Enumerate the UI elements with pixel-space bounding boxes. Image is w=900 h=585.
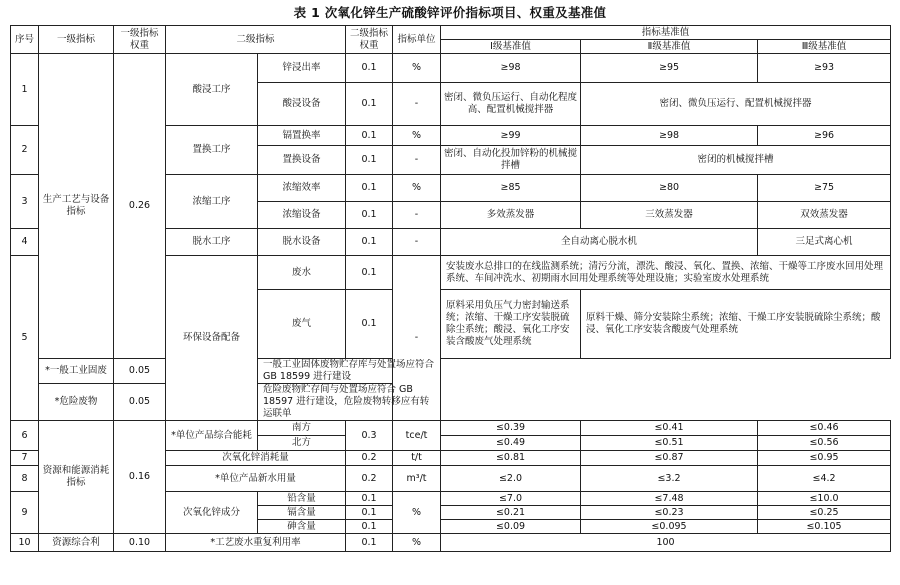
- weight-cell: 0.1: [346, 54, 393, 83]
- unit-cell: %: [393, 534, 441, 552]
- seq-cell: 2: [11, 126, 39, 175]
- header-grade2: Ⅱ级基准值: [581, 40, 758, 54]
- grade3-cell: ≤4.2: [758, 466, 891, 492]
- header-seq: 序号: [11, 26, 39, 54]
- header-grade1: Ⅰ级基准值: [441, 40, 581, 54]
- level1-resource: 资源和能源消耗指标: [39, 421, 114, 534]
- weight-cell: 0.1: [346, 202, 393, 229]
- unit-cell: -: [393, 83, 441, 126]
- weight-cell: 0.2: [346, 451, 393, 466]
- seq-cell: 3: [11, 175, 39, 229]
- indicator-name: 北方: [258, 436, 346, 451]
- grade23-cell: 原料干燥、筛分安装除尘系统；浓缩、干燥工序安装脱硫除尘系统；酸浸、氧化工序安装含酸废气处理系统: [581, 290, 891, 359]
- indicator-table: [10, 25, 891, 552]
- seq-cell: 7: [11, 451, 39, 466]
- weight-cell: 0.1: [346, 126, 393, 146]
- grade2-cell: ≥80: [581, 175, 758, 202]
- unit-cell: -: [393, 146, 441, 175]
- seq-cell: 5: [11, 256, 39, 421]
- header-level1-weight: 一级指标权重: [114, 26, 166, 54]
- table-row: [11, 421, 891, 436]
- header-level2-weight: 二级指标权重: [346, 26, 393, 54]
- unit-cell: -: [393, 256, 441, 421]
- group-cell: 置换工序: [166, 126, 258, 175]
- seq-cell: 8: [11, 466, 39, 492]
- grade3-cell: ≤0.56: [758, 436, 891, 451]
- header-unit: 指标单位: [393, 26, 441, 54]
- grade2-cell: ≤3.2: [581, 466, 758, 492]
- unit-cell: -: [393, 202, 441, 229]
- indicator-name: 置换设备: [258, 146, 346, 175]
- grade1-cell: 原料采用负压气力密封输送系统；浓缩、干燥工序安装脱硫除尘系统；酸浸、氧化工序安装含酸废气处理系统: [441, 290, 581, 359]
- group-cell: 脱水工序: [166, 229, 258, 256]
- grade3-cell: ≤10.0: [758, 492, 891, 506]
- group-cell: 酸浸工序: [166, 54, 258, 126]
- grade1-cell: ≤2.0: [441, 466, 581, 492]
- weight-cell: 0.05: [114, 384, 166, 421]
- weight-cell: 0.1: [346, 256, 393, 290]
- grade3-cell: ≥93: [758, 54, 891, 83]
- level1-reuse: 资源综合利: [39, 534, 114, 552]
- group-cell: 次氧化锌成分: [166, 492, 258, 534]
- seq-cell: 6: [11, 421, 39, 451]
- indicator-name: *一般工业固废: [39, 359, 114, 384]
- level1-process-weight: 0.26: [114, 54, 166, 359]
- grade1-cell: 密闭、自动化投加锌粉的机械搅拌槽: [441, 146, 581, 175]
- seq-cell: 10: [11, 534, 39, 552]
- unit-cell: tce/t: [393, 421, 441, 451]
- grade1-cell: ≤7.0: [441, 492, 581, 506]
- group-cell: 浓缩工序: [166, 175, 258, 229]
- seq-cell: 1: [11, 54, 39, 126]
- weight-cell: 0.1: [346, 520, 393, 534]
- grade1-cell: 密闭、微负压运行、自动化程度高、配置机械搅拌器: [441, 83, 581, 126]
- grade3-cell: ≥96: [758, 126, 891, 146]
- level1-process: 生产工艺与设备指标: [39, 54, 114, 359]
- grade2-cell: ≤0.095: [581, 520, 758, 534]
- grade3-cell: 双效蒸发器: [758, 202, 891, 229]
- grade2-cell: ≤0.51: [581, 436, 758, 451]
- seq-cell: 9: [11, 492, 39, 534]
- indicator-name: 次氧化锌消耗量: [166, 451, 346, 466]
- weight-cell: 0.1: [346, 506, 393, 520]
- unit-cell: m³/t: [393, 466, 441, 492]
- table-row: [11, 384, 891, 421]
- grade123-cell: 100: [441, 534, 891, 552]
- grade1-cell: ≤0.49: [441, 436, 581, 451]
- grade2-cell: ≤0.23: [581, 506, 758, 520]
- seq-cell: 4: [11, 229, 39, 256]
- level1-reuse-weight: 0.10: [114, 534, 166, 552]
- indicator-name: 铅含量: [258, 492, 346, 506]
- grade1-cell: ≥98: [441, 54, 581, 83]
- grade1-cell: ≤0.39: [441, 421, 581, 436]
- grade3-cell: ≤0.105: [758, 520, 891, 534]
- grade123-cell: 安装废水总排口的在线监测系统；清污分流，漂洗、酸浸、氧化、置换、浓缩、干燥等工序废水回用处理系统、车间冲洗水、初期雨水回用处理系统等处理设施；实验室废水处理系统: [441, 256, 891, 290]
- grade2-cell: ≤0.87: [581, 451, 758, 466]
- grade3-cell: 三足式离心机: [758, 229, 891, 256]
- grade2-cell: ≤7.48: [581, 492, 758, 506]
- grade1-cell: ≤0.81: [441, 451, 581, 466]
- grade23-cell: 密闭的机械搅拌槽: [581, 146, 891, 175]
- weight-cell: 0.1: [346, 83, 393, 126]
- table-row: [11, 54, 891, 83]
- table-row: [11, 359, 891, 384]
- grade123-cell: 一般工业固体废物贮存库与处置场应符合 GB 18599 进行建设: [258, 359, 441, 384]
- weight-cell: 0.05: [114, 359, 166, 384]
- grade123-cell: 危险废物贮存间与处置场应符合 GB 18597 进行建设，危险废物转移应有转运联单: [258, 384, 441, 421]
- weight-cell: 0.1: [346, 175, 393, 202]
- grade3-cell: ≤0.46: [758, 421, 891, 436]
- grade1-cell: 多效蒸发器: [441, 202, 581, 229]
- unit-cell: -: [393, 229, 441, 256]
- header-level1: 一级指标: [39, 26, 114, 54]
- table-title: 表 1 次氧化锌生产硫酸锌评价指标项目、权重及基准值: [293, 5, 607, 20]
- indicator-name: 砷含量: [258, 520, 346, 534]
- grade12-cell: 全自动离心脱水机: [441, 229, 758, 256]
- unit-cell: %: [393, 492, 441, 534]
- unit-cell: %: [393, 54, 441, 83]
- weight-cell: 0.1: [346, 534, 393, 552]
- indicator-name: 南方: [258, 421, 346, 436]
- grade1-cell: ≤0.09: [441, 520, 581, 534]
- grade23-cell: 密闭、微负压运行、配置机械搅拌器: [581, 83, 891, 126]
- indicator-name: 浓缩效率: [258, 175, 346, 202]
- weight-cell: 0.3: [346, 421, 393, 451]
- grade1-cell: ≥99: [441, 126, 581, 146]
- header-grade3: Ⅲ级基准值: [758, 40, 891, 54]
- indicator-name: 锌浸出率: [258, 54, 346, 83]
- grade2-cell: ≥95: [581, 54, 758, 83]
- weight-cell: 0.1: [346, 290, 393, 359]
- level1-resource-weight: 0.16: [114, 421, 166, 534]
- unit-cell: %: [393, 126, 441, 146]
- grade3-cell: ≤0.95: [758, 451, 891, 466]
- group-cell: *单位产品综合能耗: [166, 421, 258, 451]
- weight-cell: 0.1: [346, 229, 393, 256]
- weight-cell: 0.1: [346, 492, 393, 506]
- weight-cell: 0.2: [346, 466, 393, 492]
- indicator-name: *危险废物: [39, 384, 114, 421]
- table-row: [11, 534, 891, 552]
- grade3-cell: ≥75: [758, 175, 891, 202]
- indicator-name: *单位产品新水用量: [166, 466, 346, 492]
- group-cell: 环保设备配备: [166, 256, 258, 421]
- weight-cell: 0.1: [346, 146, 393, 175]
- indicator-name: 酸浸设备: [258, 83, 346, 126]
- unit-cell: %: [393, 175, 441, 202]
- grade1-cell: ≤0.21: [441, 506, 581, 520]
- grade2-cell: ≥98: [581, 126, 758, 146]
- indicator-name: 废气: [258, 290, 346, 359]
- unit-cell: t/t: [393, 451, 441, 466]
- indicator-name: *工艺废水重复利用率: [166, 534, 346, 552]
- indicator-name: 废水: [258, 256, 346, 290]
- grade2-cell: 三效蒸发器: [581, 202, 758, 229]
- grade3-cell: ≤0.25: [758, 506, 891, 520]
- indicator-name: 镉置换率: [258, 126, 346, 146]
- header-benchmark: 指标基准值: [441, 26, 891, 40]
- grade2-cell: ≤0.41: [581, 421, 758, 436]
- header-level2: 二级指标: [166, 26, 346, 54]
- indicator-name: 浓缩设备: [258, 202, 346, 229]
- indicator-name: 镉含量: [258, 506, 346, 520]
- grade1-cell: ≥85: [441, 175, 581, 202]
- indicator-name: 脱水设备: [258, 229, 346, 256]
